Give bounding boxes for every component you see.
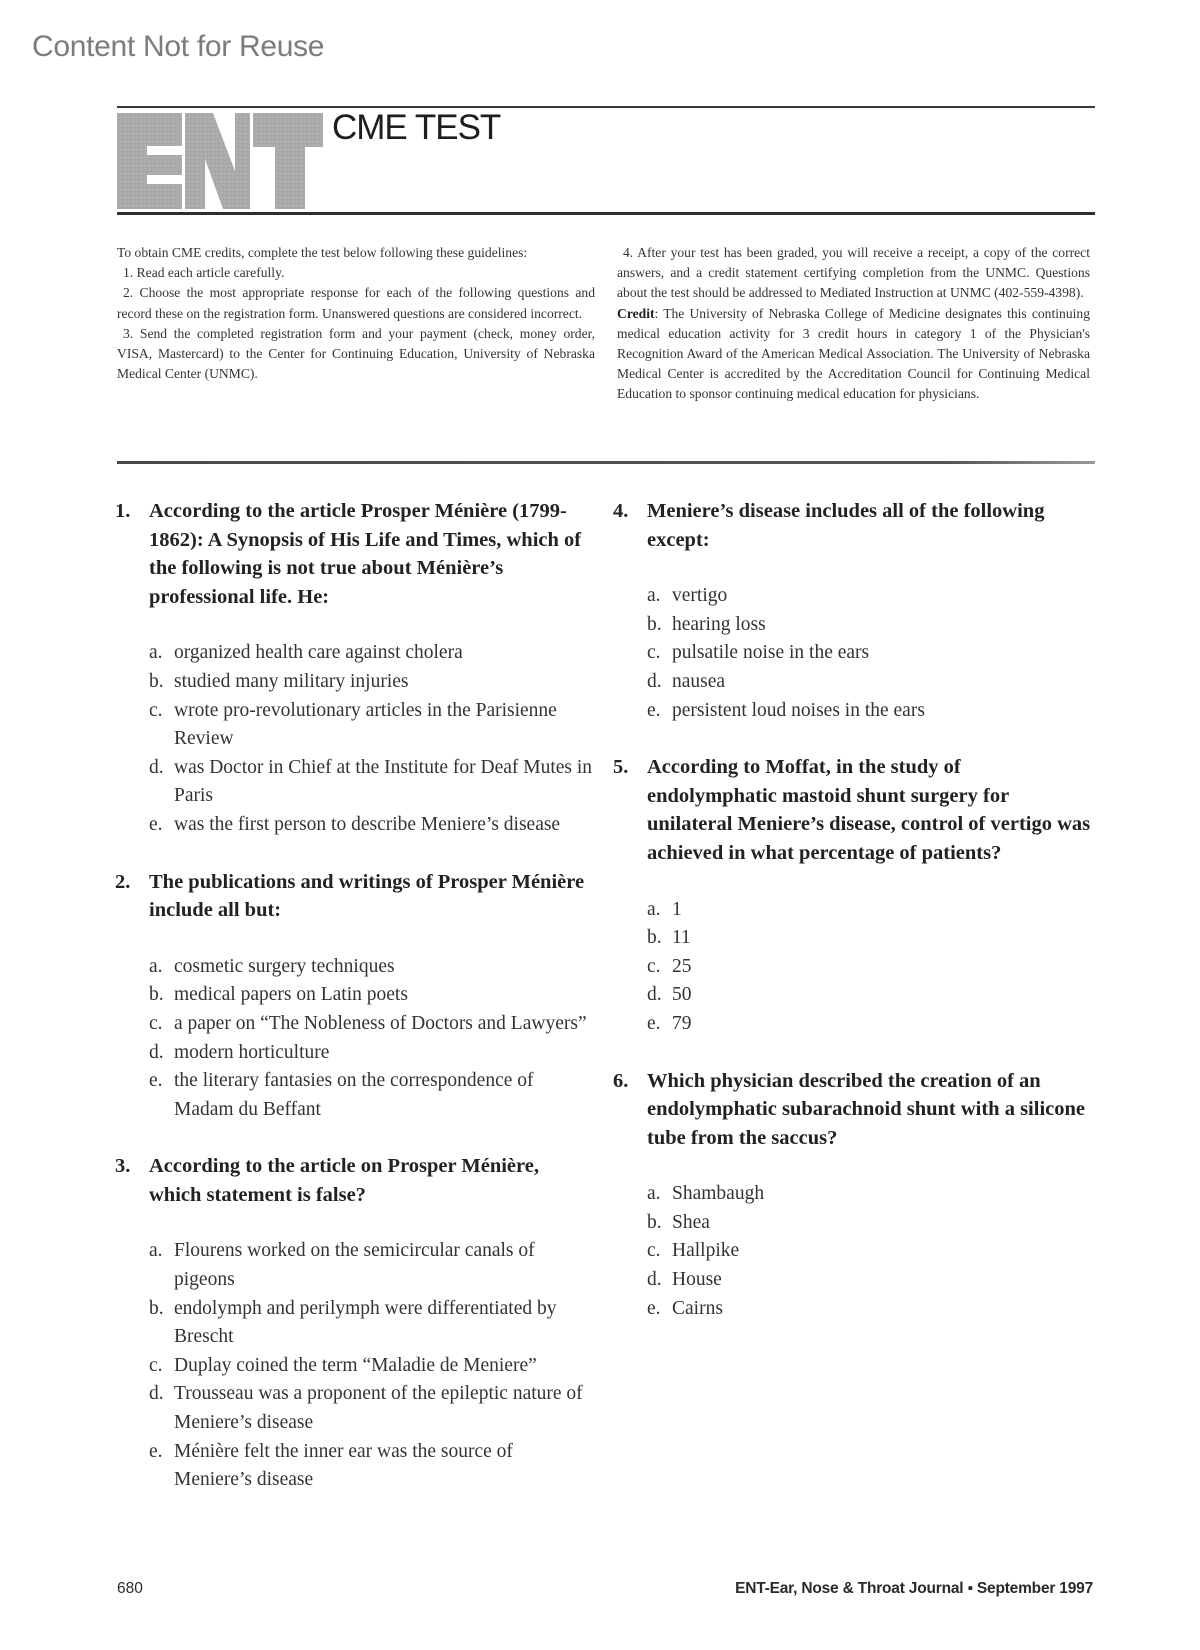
option-letter: c. [149, 1354, 163, 1376]
instruction-step: 3. Send the completed registration form and your payment (check, money order, VISA, Mastercard) to the Center for Continuing Education, University of Nebraska Medical Center (UNMC). [117, 325, 595, 382]
answer-option[interactable] [149, 811, 595, 840]
option-letter: b. [149, 1297, 164, 1319]
option-text: 1 [672, 898, 682, 920]
answer-option[interactable] [647, 1266, 1093, 1295]
question-2 [115, 868, 595, 1125]
answer-option[interactable] [647, 896, 1093, 925]
question-number: 1. [115, 500, 131, 522]
question-stem: Which physician described the creation of an endolymphatic subarachnoid shunt with a silicone tube from the saccus? [647, 1069, 1085, 1149]
option-letter: d. [149, 756, 164, 778]
answer-option[interactable] [149, 981, 595, 1010]
option-text: medical papers on Latin poets [174, 984, 408, 1006]
questions-column-left [115, 497, 595, 1523]
option-text: hearing loss [672, 613, 766, 635]
option-text: 79 [672, 1012, 692, 1034]
option-text: studied many military injuries [174, 670, 409, 692]
question-stem: The publications and writings of Prosper Ménière include all but: [149, 870, 585, 922]
option-letter: b. [149, 670, 164, 692]
answer-option[interactable] [647, 1209, 1093, 1238]
option-text: Shambaugh [672, 1183, 765, 1205]
option-letter: e. [647, 699, 661, 721]
question-stem: According to Moffat, in the study of endolymphatic mastoid shunt surgery for unilateral Meniere’s disease, control of vertigo was achieved in what percentage of patients? [647, 756, 1091, 864]
answer-option[interactable] [647, 924, 1093, 953]
option-text: was the first person to describe Meniere’s disease [174, 813, 561, 835]
answer-option[interactable] [149, 1039, 595, 1068]
page-title: CME TEST [332, 108, 501, 147]
option-text: organized health care against cholera [174, 642, 463, 664]
question-stem: According to the article Prosper Ménière (1799-1862): A Synopsis of His Life and Times, which of the following is not true about Ménière’s professional life. He: [149, 500, 582, 608]
option-text: pulsatile noise in the ears [672, 642, 870, 664]
option-text: modern horticulture [174, 1041, 330, 1063]
answer-option[interactable] [149, 1067, 595, 1124]
option-letter: b. [647, 927, 662, 949]
header-bottom-rule [117, 212, 1095, 215]
instructions-lead: To obtain CME credits, complete the test below following these guidelines: [117, 245, 528, 260]
header-top-rule [117, 106, 1095, 108]
answer-option[interactable] [149, 754, 595, 811]
option-text: Hallpike [672, 1240, 740, 1262]
answer-option[interactable] [149, 1438, 595, 1495]
option-letter: d. [647, 670, 662, 692]
option-letter: a. [149, 1240, 163, 1262]
option-letter: c. [647, 642, 661, 664]
option-text: the literary fantasies on the correspondence of Madam du Beffant [174, 1070, 534, 1120]
option-letter: e. [647, 1012, 661, 1034]
answer-option[interactable] [647, 611, 1093, 640]
answer-option[interactable] [647, 1010, 1093, 1039]
option-text: Trousseau was a proponent of the epileptic nature of Meniere’s disease [174, 1383, 583, 1434]
credit-statement [617, 304, 1090, 405]
instructions-right [617, 243, 1090, 405]
option-text: endolymph and perilymph were differentiated by Brescht [174, 1297, 557, 1348]
answer-option[interactable] [149, 697, 595, 754]
answer-option[interactable] [647, 953, 1093, 982]
answer-option[interactable] [149, 953, 595, 982]
question-stem: Meniere’s disease includes all of the following except: [647, 500, 1045, 551]
page-number: 680 [117, 1580, 143, 1597]
answer-option[interactable] [647, 1237, 1093, 1266]
question-stem: According to the article on Prosper Ménière, which statement is false? [149, 1155, 539, 1206]
option-letter: e. [149, 813, 163, 835]
option-letter: b. [647, 1211, 662, 1233]
answer-option[interactable] [149, 639, 595, 668]
option-text: Cairns [672, 1297, 723, 1319]
option-text: Ménière felt the inner ear was the source of Meniere’s disease [174, 1440, 513, 1491]
option-letter: e. [647, 1297, 661, 1319]
question-4 [613, 497, 1093, 725]
answer-option[interactable] [149, 1380, 595, 1437]
answer-option[interactable] [149, 1295, 595, 1352]
instructions-left [117, 243, 595, 384]
option-letter: a. [647, 898, 661, 920]
option-letter: d. [149, 1041, 164, 1063]
answer-option[interactable] [647, 668, 1093, 697]
instruction-step: 4. After your test has been graded, you will receive a receipt, a copy of the correct answers, and a credit statement certifying completion from the UNMC. Questions about the test should be addressed to Mediated Instruction at UNMC (402-559-4398). [617, 245, 1090, 301]
answer-option[interactable] [149, 668, 595, 697]
option-text: Duplay coined the term “Maladie de Meniere” [174, 1354, 537, 1376]
answer-option[interactable] [149, 1010, 595, 1039]
credit-label: Credit [617, 305, 655, 321]
journal-citation: ENT-Ear, Nose & Throat Journal ▪ September 1997 [735, 1580, 1093, 1597]
option-letter: b. [647, 613, 662, 635]
option-text: 50 [672, 984, 692, 1006]
option-letter: d. [647, 1269, 662, 1291]
option-text: nausea [672, 670, 726, 692]
question-number: 3. [115, 1155, 131, 1178]
option-letter: b. [149, 984, 164, 1006]
option-text: Flourens worked on the semicircular canals of pigeons [174, 1240, 535, 1291]
option-letter: a. [149, 955, 163, 977]
option-letter: e. [149, 1070, 163, 1092]
answer-option[interactable] [647, 639, 1093, 668]
option-letter: c. [149, 699, 163, 721]
answer-option[interactable] [647, 697, 1093, 726]
answer-option[interactable] [647, 981, 1093, 1010]
option-letter: c. [647, 1240, 661, 1262]
option-letter: a. [647, 1183, 661, 1205]
answer-option[interactable] [149, 1352, 595, 1381]
questions-column-right [613, 497, 1093, 1351]
option-letter: a. [647, 585, 661, 607]
question-number: 5. [613, 756, 629, 779]
ent-logo-icon [117, 113, 323, 209]
option-text: 11 [672, 927, 691, 949]
question-6 [613, 1067, 1093, 1324]
option-text: a paper on “The Nobleness of Doctors and Lawyers” [174, 1012, 587, 1034]
question-number: 6. [613, 1069, 629, 1092]
option-letter: d. [149, 1383, 164, 1405]
option-letter: e. [149, 1440, 163, 1462]
answer-option[interactable] [647, 582, 1093, 611]
credit-text: : The University of Nebraska College of Medicine designates this continuing medical education activity for 3 credit hours in category 1 of the Physician's Recognition Award of the American Medical Association. The University of Nebraska Medical Center is accredited by the Accreditation Council for Continuing Medical Education to sponsor continuing medical education for physicians. [617, 305, 1090, 402]
question-5 [613, 753, 1093, 1038]
answer-option[interactable] [647, 1180, 1093, 1209]
answer-option[interactable] [149, 1237, 595, 1294]
option-letter: c. [647, 955, 661, 977]
option-text: was Doctor in Chief at the Institute for Deaf Mutes in Paris [174, 756, 593, 807]
answer-option[interactable] [647, 1295, 1093, 1324]
option-text: persistent loud noises in the ears [672, 699, 925, 721]
option-text: 25 [672, 955, 692, 977]
watermark-text: Content Not for Reuse [32, 30, 325, 63]
option-text: cosmetic surgery techniques [174, 955, 395, 977]
option-text: vertigo [672, 585, 728, 607]
option-letter: d. [647, 984, 662, 1006]
question-3 [115, 1152, 595, 1495]
question-1 [115, 497, 595, 840]
section-divider [117, 461, 1095, 464]
instruction-step: 1. Read each article carefully. [123, 265, 285, 281]
option-text: House [672, 1269, 722, 1291]
question-number: 2. [115, 870, 131, 893]
option-text: Shea [672, 1211, 710, 1233]
option-letter: a. [149, 642, 163, 664]
question-number: 4. [613, 500, 629, 522]
option-text: wrote pro-revolutionary articles in the Parisienne Review [174, 699, 557, 750]
option-letter: c. [149, 1012, 163, 1034]
instruction-step: 2. Choose the most appropriate response for each of the following questions and record these on the registration form. Unanswered questions are considered incorrect. [117, 285, 595, 321]
